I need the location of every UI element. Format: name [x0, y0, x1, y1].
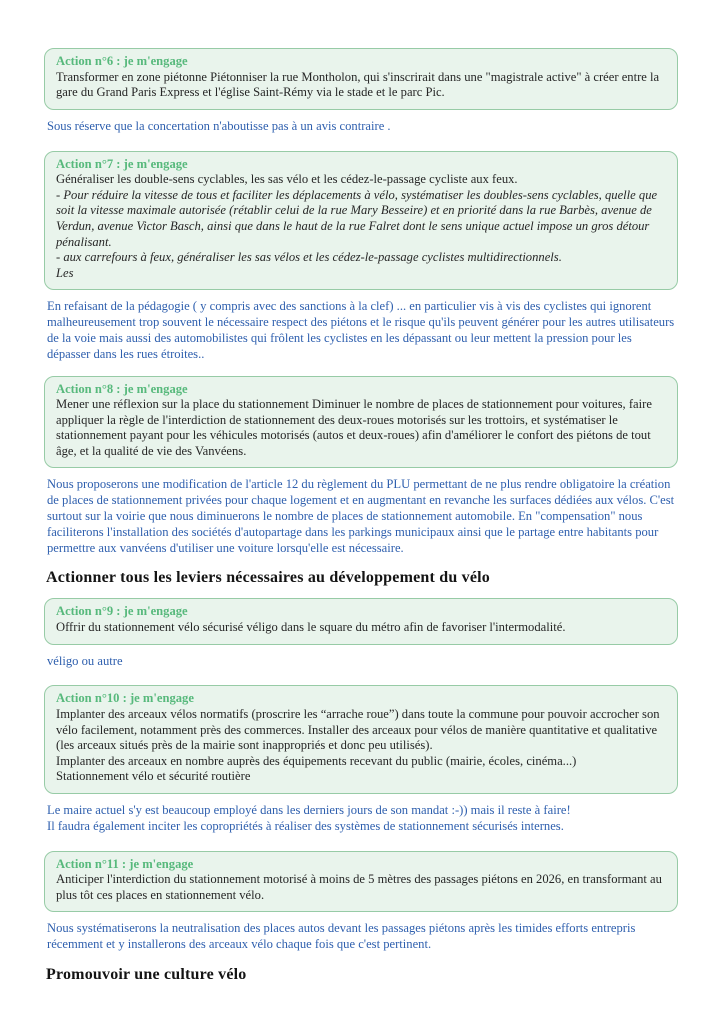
- action-body-text: Implanter des arceaux en nombre auprès des équipements recevant du public (mairie, écoles, cinéma...): [56, 753, 577, 768]
- action-body-text: Anticiper l'interdiction du stationnement motorisé à moins de 5 mètres des passages piétons en 2026, en transformant au plus tôt ces places en stationnement vélo.: [56, 872, 662, 902]
- comment-after-action-7: [44, 299, 678, 362]
- action-body-text: Généraliser les double-sens cyclables, les sas vélo et les cédez-le-passage cycliste aux feux.: [56, 172, 518, 187]
- action-box-7: [44, 151, 678, 291]
- comment-line: Nous proposerons une modification de l'article 12 du règlement du PLU permettant de ne plus rendre obligatoire la création de places de stationnement privées pour chaque logement et en augmentant en revanche les surfaces dédiées aux vélos. C'est surtout sur la voirie que nous diminuerons le nombre de places de stationnement automobile. En "compensation" nous faciliterons l'installation des sociétés d'autopartage dans les parkings municipaux ainsi que le partage entre habitants pour permettre aux vanvéens d'utiliser une voiture lorsqu'elle est nécessaire.: [47, 477, 675, 555]
- comment-line: Le maire actuel s'y est beaucoup employé dans les derniers jours de son mandat :-)) mais il reste à faire!: [47, 803, 571, 818]
- action-body-text: Offrir du stationnement vélo sécurisé véligo dans le square du métro afin de favoriser l'intermodalité.: [56, 620, 566, 635]
- comment-after-action-9: [44, 654, 678, 670]
- action-title-9: Action n°9 : je m'engage: [56, 604, 188, 619]
- action-body-text: Mener une réflexion sur la place du stationnement Diminuer le nombre de places de stationnement pour voitures, faire appliquer la règle de l'interdiction de stationnement des deux-roues motorisés sur les trottoirs, et systématiser le stationnement payant pour les véhicules motorisés (autos et deux-roues) afin d'améliorer le confort des piétons de tout âge, et la qualité de vie des Vanvéens.: [56, 397, 652, 458]
- action-title-7: Action n°7 : je m'engage: [56, 156, 188, 171]
- section-heading-leviers: Actionner tous les leviers nécessaires au développement du vélo: [46, 569, 490, 587]
- action-body-text: Implanter des arceaux vélos normatifs (proscrire les “arrache roue”) dans toute la commune pour pouvoir accrocher son vélo facilement, notamment près des commerces. Installer des arceaux pour vélos de manière quantitative et qualitative (les arceaux situés près de la mairie sont inappropriés et donc peu utilisés).: [56, 707, 660, 753]
- action-title-6: Action n°6 : je m'engage: [56, 54, 188, 68]
- comment-line: véligo ou autre: [47, 653, 123, 668]
- action-title-11: Action n°11 : je m'engage: [56, 856, 194, 871]
- comment-line: Sous réserve que la concertation n'aboutisse pas à un avis contraire .: [47, 118, 391, 133]
- comment-after-action-11: [44, 921, 678, 953]
- comment-after-action-10: [44, 803, 678, 835]
- action-box-9: [44, 598, 678, 644]
- section-heading-culture-velo: Promouvoir une culture vélo: [46, 965, 247, 983]
- action-box-6: [44, 48, 678, 110]
- comment-line: Il faudra également inciter les copropriétés à réaliser des systèmes de stationnement sécurisés internes.: [47, 818, 564, 833]
- action-title-10: Action n°10 : je m'engage: [56, 691, 194, 706]
- action-body-text: Stationnement vélo et sécurité routière: [56, 769, 251, 784]
- comment-line: Nous systématiserons la neutralisation des places autos devant les passages piétons après les timides efforts entrepris récemment et y installerons des arceaux vélo chaque fois que c'est pertinent.: [47, 921, 636, 952]
- action-body-text: Transformer en zone piétonne Piétonniser la rue Montholon, qui s'inscrirait dans une "magistrale active" à créer entre la gare du Grand Paris Express et l'église Saint-Rémy via le stade et le parc Pic.: [56, 69, 660, 100]
- comment-after-action-8: [44, 477, 678, 556]
- action-title-8: Action n°8 : je m'engage: [56, 381, 188, 396]
- action-box-8: [44, 376, 678, 469]
- action-box-11: [44, 851, 678, 913]
- comment-after-action-6: [44, 119, 678, 135]
- action-box-10: [44, 685, 678, 794]
- comment-line: En refaisant de la pédagogie ( y compris avec des sanctions à la clef) ... en particulier vis à vis des cyclistes qui ignorent malheureusement trop souvent le nécessaire respect des piétons et le risque qu'ils peuvent générer pour les autres utilisateurs de la voie mais aussi des automobilistes qui frôlent les cyclistes en les dépassant ou leur mettent la pression pour les dépasser dans les rues étroites..: [47, 299, 675, 361]
- action-body-text-italic: - aux carrefours à feux, généraliser les sas vélos et les cédez-le-passage cyclistes multidirectionnels.: [56, 250, 562, 265]
- action-body-text-italic: - Pour réduire la vitesse de tous et faciliter les déplacements à vélo, systématiser les doubles-sens cyclables, quelle que soit la vitesse maximale autorisée (rétablir celui de la rue Mary Besseire) et en priorité dans la rue Barbès, avenue de Verdun, avenue Victor Basch, ainsi que dans le haut de la rue Falret dont le sens unique actuel impose un gros détour pénalisant.: [56, 187, 658, 249]
- action-body-text-italic: Les: [56, 265, 74, 280]
